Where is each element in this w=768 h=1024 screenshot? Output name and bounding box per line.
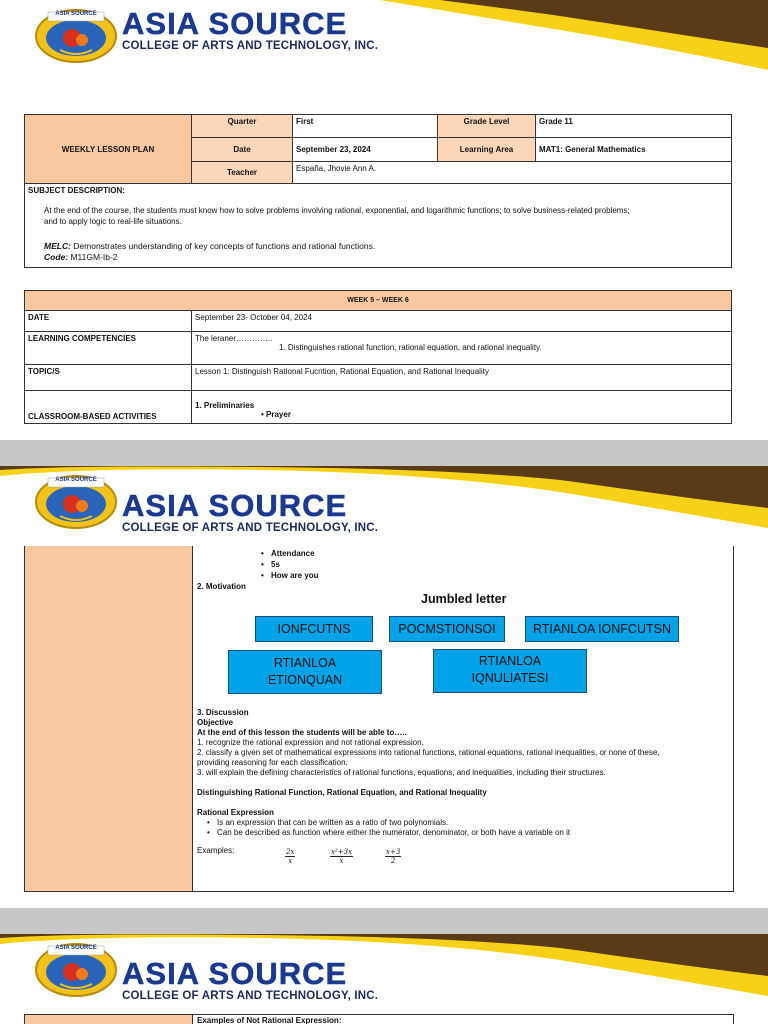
not-rational-table: [24, 1014, 734, 1024]
example-1-numerator: 2x: [286, 848, 295, 856]
jumbled-box-2: POCMSTIONSOI: [389, 616, 505, 642]
seal-text: ASIA SOURCE: [55, 945, 97, 951]
page-1: [0, 0, 768, 440]
jumbled-box-4-line-2: ETIONQUAN: [267, 673, 343, 687]
distinguishing-title: Distinguishing Rational Function, Rational Equation, and Rational Inequality: [197, 788, 487, 797]
example-3-numerator: x+3: [386, 848, 401, 856]
activities-continued: [24, 546, 734, 892]
jumbled-title: Jumbled letter: [421, 592, 507, 606]
page-gap-2: [0, 908, 768, 934]
topics-label: TOPIC/S: [25, 365, 192, 391]
learning-competency-item: 1. Distinguishes rational function, rational equation, and rational inequality.: [279, 343, 542, 352]
jumbled-box-5-line-2: IQNULIATESI: [471, 671, 549, 685]
seal-text: ASIA SOURCE: [55, 11, 97, 17]
objective-label: Objective: [197, 718, 234, 727]
motivation-label: 2. Motivation: [197, 582, 246, 591]
rational-expression-bullet-2: • Can be described as function where either the numerator, denominator, or both have a variable on it: [207, 828, 731, 838]
learning-area-label: Learning Area: [438, 138, 536, 162]
activities-label-column: [25, 546, 193, 891]
example-2-numerator: x²+3x: [331, 848, 353, 856]
subject-description-line-1: At the end of the course, the students must know how to solve problems involving rational, exponential, and logarithmic functions; to solve business-related problems;: [44, 206, 630, 215]
objective-intro: At the end of this lesson the students will be able to…..: [197, 728, 407, 737]
rational-expression-bullet-1: • Is an expression that can be written as a ratio of two polynomials.: [207, 818, 731, 828]
melc-line: [44, 241, 728, 251]
school-subtitle: COLLEGE OF ARTS AND TECHNOLOGY, INC.: [122, 990, 379, 1002]
school-name: ASIA SOURCE: [122, 488, 348, 523]
subject-description-label: SUBJECT DESCRIPTION:: [28, 186, 125, 195]
date-label: Date: [192, 138, 293, 162]
school-name: ASIA SOURCE: [122, 956, 348, 991]
subject-description-text: [44, 205, 728, 227]
rational-expression-title: Rational Expression: [197, 808, 274, 817]
preliminaries-list: [197, 548, 731, 581]
discussion-section: [197, 708, 731, 856]
quarter-value: First: [293, 115, 438, 138]
school-name: ASIA SOURCE: [122, 6, 348, 41]
page-3: [0, 934, 768, 1024]
page-2: [0, 466, 768, 908]
learning-competencies-cell: [192, 332, 732, 365]
grade-level-value: Grade 11: [536, 115, 732, 138]
school-brand: [122, 490, 378, 535]
objective-3: 3. will explain the defining characteristics of rational functions, equations, and inequalities, including their structures.: [197, 768, 606, 777]
example-2-denominator: x: [339, 857, 344, 865]
grade-level-label: Grade Level: [438, 115, 536, 138]
prelim-item-attendance: • Attendance: [261, 548, 731, 559]
not-rational-label-column: [25, 1015, 193, 1024]
date-row-label: DATE: [25, 311, 192, 332]
example-3-denominator: 2: [390, 857, 396, 865]
teacher-value: España, Jhovie Ann A.: [293, 162, 732, 184]
seal-text: ASIA SOURCE: [55, 477, 97, 483]
example-1-denominator: x: [288, 857, 293, 865]
weekly-lesson-plan-title: WEEKLY LESSON PLAN: [25, 115, 192, 184]
learning-area-value: MAT1: General Mathematics: [536, 138, 732, 162]
example-2: [330, 848, 353, 868]
jumbled-box-4: [228, 650, 382, 694]
school-brand: [122, 8, 378, 53]
jumbled-box-4-line-1: RTIANLOA: [273, 656, 337, 670]
preliminaries-item-prayer: • Prayer: [261, 410, 291, 419]
code-label: Code:: [44, 252, 69, 262]
school-subtitle: COLLEGE OF ARTS AND TECHNOLOGY, INC.: [122, 40, 379, 52]
subject-description-cell: [25, 184, 732, 268]
objective-2: 2. classify a given set of mathematical expressions into rational functions, rational equations, rational inequalities, or none of these,: [197, 748, 660, 757]
letterhead: [0, 0, 768, 72]
school-subtitle: COLLEGE OF ARTS AND TECHNOLOGY, INC.: [122, 522, 379, 534]
jumbled-box-5-line-1: RTIANLOA: [478, 654, 542, 668]
code-value: M11GM-Ib-2: [68, 252, 118, 262]
classroom-activities-label: CLASSROOM-BASED ACTIVITIES: [25, 391, 192, 424]
topics-value: Lesson 1: Distinguish Rational Fucntion, Rational Equation, and Rational Inequality: [192, 365, 732, 391]
lesson-plan-header-table: [24, 114, 732, 268]
prayer-text: Prayer: [266, 410, 291, 419]
example-1: [285, 848, 295, 868]
not-rational-label: Examples of Not Rational Expression:: [197, 1016, 342, 1024]
activities-content: [197, 548, 731, 592]
week-title: WEEK 5 – WEEK 6: [25, 291, 732, 311]
prelim-item-how-are-you: • How are you: [261, 570, 731, 581]
objective-1: 1. recognize the rational expression and not rational expression,: [197, 738, 424, 747]
jumbled-box-3: RTIANLOA IONFCUTSN: [525, 616, 679, 642]
prelim-item-5s: • 5s: [261, 559, 731, 570]
subject-description-line-2: and to apply logic to real-life situations.: [44, 217, 182, 226]
discussion-label: 3. Discussion: [197, 708, 249, 717]
jumbled-box-5: [433, 649, 587, 693]
rational-expression-list: [197, 818, 731, 838]
melc-label: MELC:: [44, 241, 71, 251]
letterhead: [0, 934, 768, 1006]
jumbled-box-1: IONFCUTNS: [255, 616, 373, 642]
page-gap-1: [0, 440, 768, 466]
teacher-label: Teacher: [192, 162, 293, 184]
example-3: [385, 848, 401, 868]
preliminaries-label: 1. Preliminaries: [195, 401, 255, 410]
learning-competencies-label: LEARNING COMPETENCIES: [25, 332, 192, 365]
melc-text: Demonstrates understanding of key concepts of functions and rational functions.: [70, 241, 376, 251]
date-value: September 23, 2024: [293, 138, 438, 162]
code-line: [44, 252, 728, 262]
week-table: [24, 290, 732, 424]
classroom-activities-cell: [192, 391, 732, 424]
quarter-label: Quarter: [192, 115, 293, 138]
examples-label: Examples:: [197, 846, 235, 855]
letterhead: [0, 466, 768, 538]
learning-competencies-intro: The leraner…………..: [195, 334, 273, 343]
objective-2-continued: providing reasoning for each classification.: [197, 758, 348, 767]
date-row-value: September 23- October 04, 2024: [192, 311, 732, 332]
school-brand: [122, 958, 378, 1003]
